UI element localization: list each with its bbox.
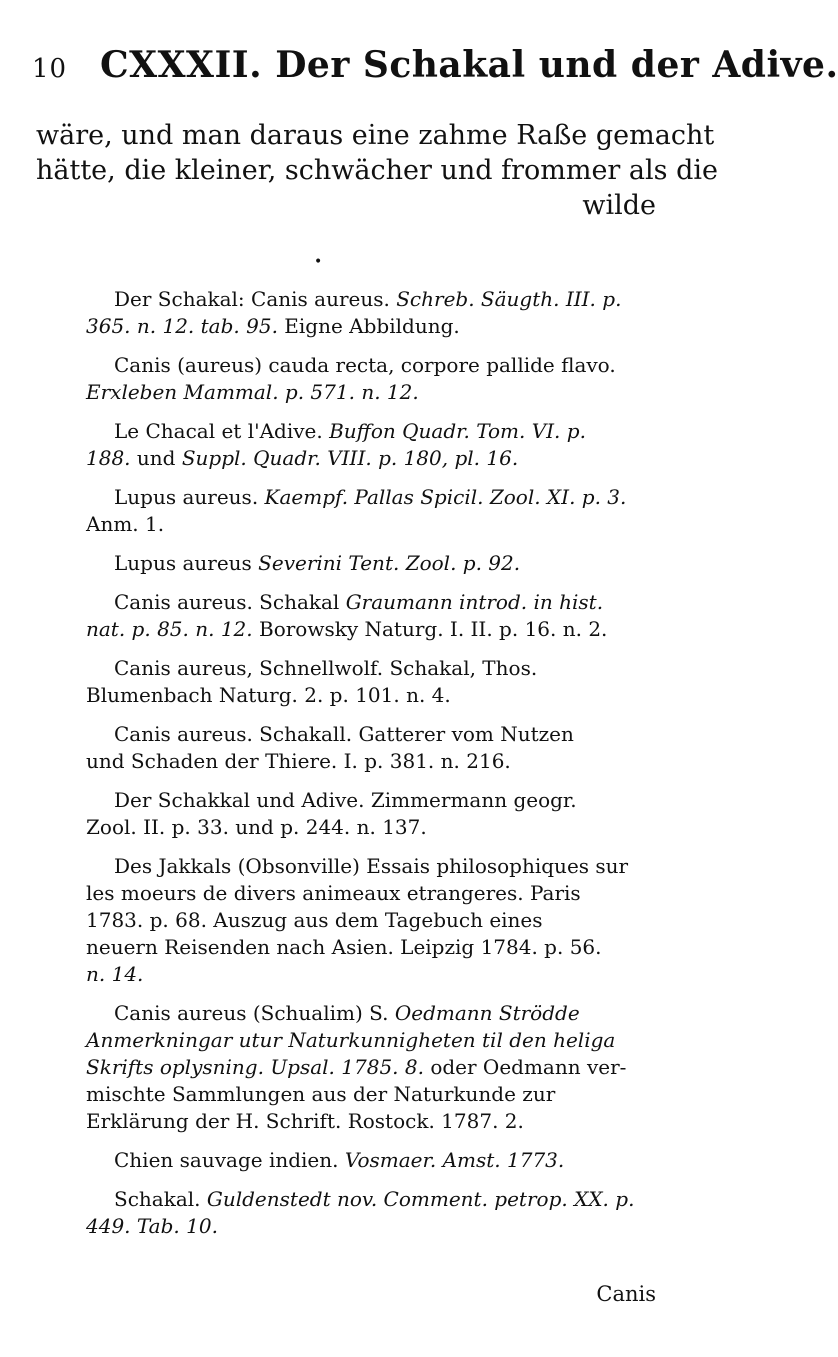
running-title: CXXXII. Der Schakal und der Adive. [100,44,838,86]
reference-entry: Canis aureus (Schualim) S. Oedmann Strödde Anmerkningar utur Naturkunnigheten til den heliga Skrifts oplysning. Upsal. 1785. 8. oder Oedmann ver- mischte Sammlungen aus der Naturkunde zur Erklärung der H. Schrift. Rostock. 1787. 2. [86,1001,627,1133]
intro-line: wäre, und man daraus eine zahme Raße gemacht [36,120,715,151]
reference-entry: Lupus aureus Severini Tent. Zool. p. 92. [114,551,521,575]
page-number: 10 [32,54,68,84]
reference-entry: Schakal. Guldenstedt nov. Comment. petrop. XX. p. 449. Tab. 10. [86,1187,635,1238]
intro-paragraph [36,118,718,223]
reference-entry: Der Schakkal und Adive. Zimmermann geogr. Zool. II. p. 33. und p. 244. n. 137. [86,788,577,839]
reference-entry: Canis aureus, Schnellwolf. Schakal, Thos. Blumenbach Naturg. 2. p. 101. n. 4. [86,656,538,707]
reference-entry: Des Jakkals (Obsonville) Essais philosophiques sur les moeurs de divers animeaux etrangeres. Paris 1783. p. 68. Auszug aus dem Tagebuch eines neuern Reisenden nach Asien. Leipzig 1784. p. 56. n. 14. [86,854,629,986]
intro-line: wilde [582,190,656,221]
reference-entry: Le Chacal et l'Adive. Buffon Quadr. Tom. VI. p. 188. und Suppl. Quadr. VIII. p. 180, pl. 16. [86,419,586,470]
reference-entry: Canis aureus. Schakal Graumann introd. in hist. nat. p. 85. n. 12. Borowsky Naturg. I. II. p. 16. n. 2. [86,590,608,641]
reference-entry: Chien sauvage indien. Vosmaer. Amst. 1773. [114,1148,565,1172]
reference-list [86,286,658,1252]
page-header [32,44,838,94]
ink-speck: • [314,254,323,270]
reference-entry: Lupus aureus. Kaempf. Pallas Spicil. Zool. XI. p. 3. Anm. 1. [86,485,627,536]
catchword: Canis [596,1282,656,1306]
reference-entry: Canis (aureus) cauda recta, corpore pallide flavo. Erxleben Mammal. p. 571. n. 12. [86,353,616,404]
reference-entry: Der Schakal: Canis aureus. Schreb. Säugth. III. p. 365. n. 12. tab. 95. Eigne Abbildung. [86,287,622,338]
intro-line: hätte, die kleiner, schwächer und frommer als die [36,155,718,186]
reference-entry: Canis aureus. Schakall. Gatterer vom Nutzen und Schaden der Thiere. I. p. 381. n. 216. [86,722,574,773]
